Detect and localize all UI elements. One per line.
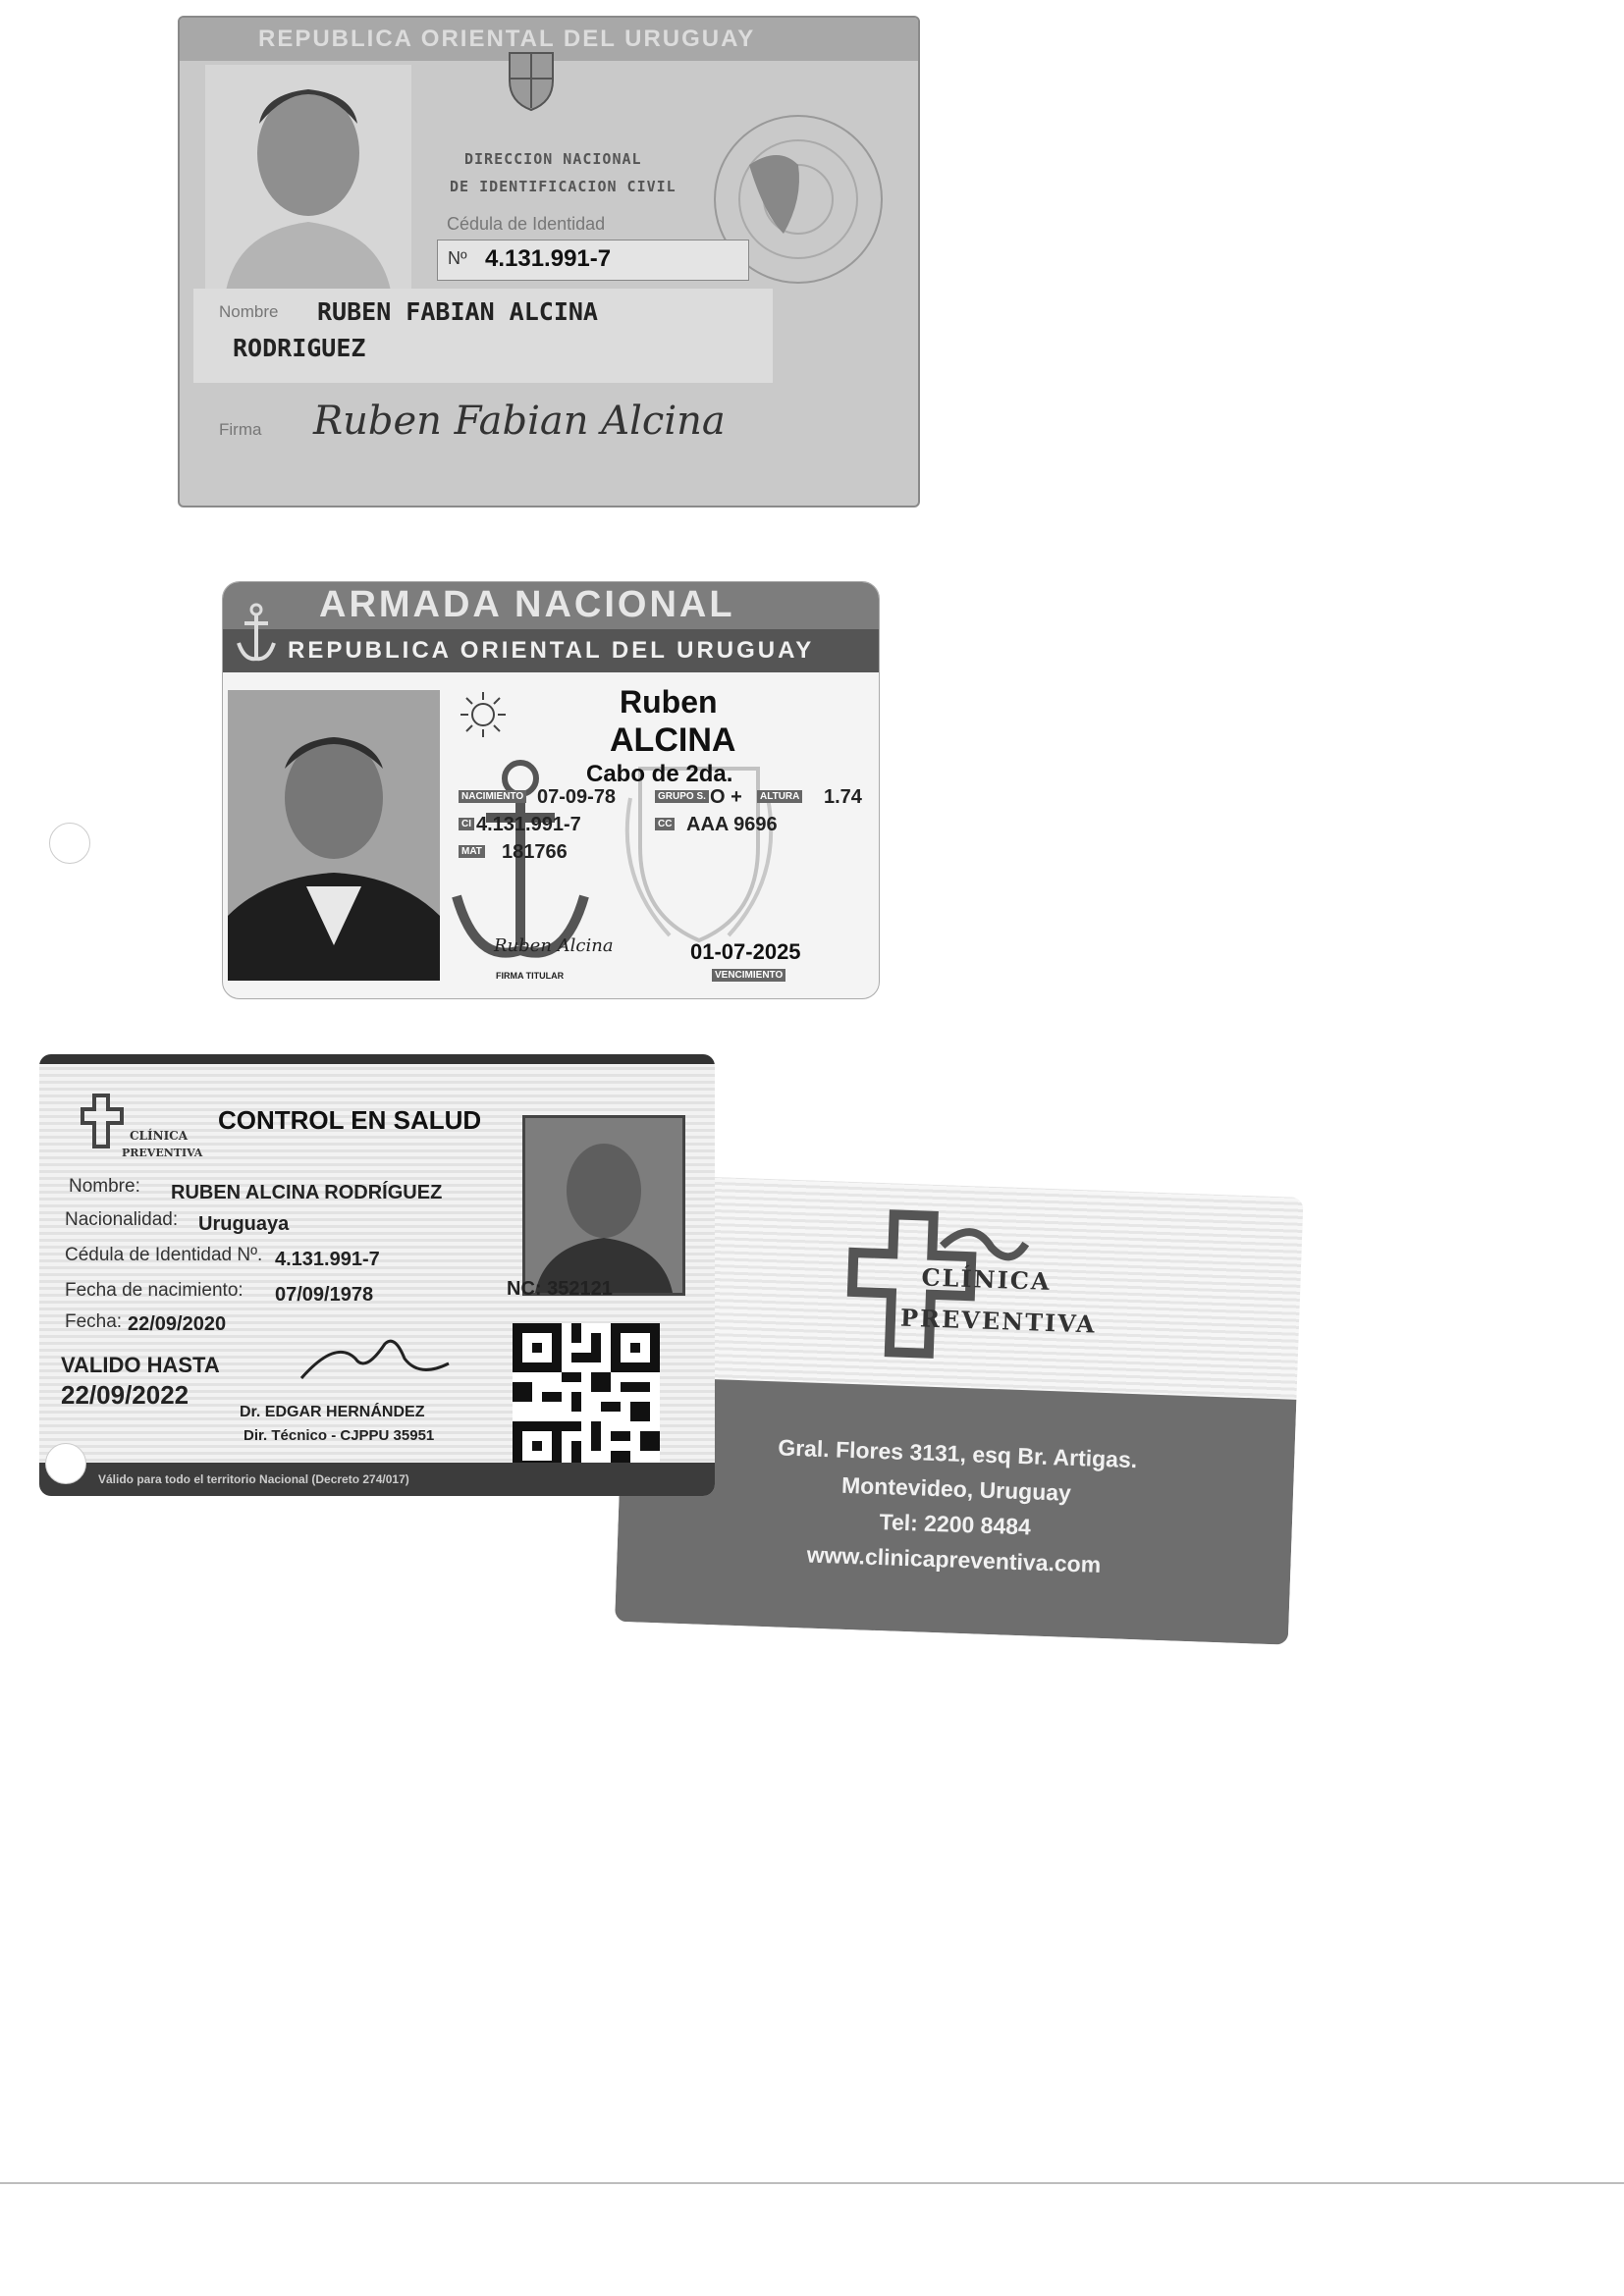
armada-subtitle: REPUBLICA ORIENTAL DEL URUGUAY [288,637,815,664]
firma-titular-label: FIRMA TITULAR [496,971,565,981]
armada-signature: Ruben Alcina [494,935,614,956]
ci-label: Cédula de Identidad Nº. [65,1245,263,1265]
doctor-title: Dir. Técnico - CJPPU 35951 [244,1427,435,1444]
clinica-tel: Tel: 2200 8484 [879,1509,1032,1540]
firma-label: Firma [219,420,262,439]
armada-first-name: Ruben [620,684,718,720]
armada-rank: Cabo de 2da. [586,761,733,787]
salud-logo-line1: CLÍNICA [130,1129,189,1143]
salud-logo-line2: PREVENTIVA [122,1147,203,1159]
cedula-signature: Ruben Fabian Alcina [313,399,726,444]
doctor-signature-icon [297,1329,454,1388]
card-top-band [39,1054,715,1064]
cedula-header: REPUBLICA ORIENTAL DEL URUGUAY [258,26,756,52]
clinica-back-card [615,1174,1303,1645]
valido-label: VALIDO HASTA [61,1353,220,1377]
doctor-name: Dr. EDGAR HERNÁNDEZ [240,1404,425,1420]
clinica-web: www.clinicapreventiva.com [806,1541,1102,1577]
number-prefix: Nº [448,248,467,268]
armada-mat: 181766 [502,841,568,863]
salud-photo [522,1115,685,1296]
nombre-label: Nombre: [69,1176,140,1197]
cc-tag: CC [655,818,675,830]
salud-fecha: 22/09/2020 [128,1313,227,1335]
clinica-address-panel [615,1376,1296,1645]
armada-blood: O + [710,786,742,808]
armada-expiry: 01-07-2025 [690,939,801,964]
sun-emblem-icon [459,690,508,739]
nacimiento-label: Fecha de nacimiento: [65,1280,244,1301]
control-salud-card [39,1054,715,1496]
nombre-line2: RODRIGUEZ [233,334,366,362]
armada-ci: 4.131.991-7 [476,814,581,835]
qr-code [513,1323,660,1470]
armada-header [223,582,879,629]
ci-tag: CI [459,818,474,830]
cedula-card [178,16,920,507]
anchor-icon [235,602,278,665]
page-edge-line [0,2182,1624,2184]
armada-card [222,581,880,999]
salud-nc: NC: 352121 [507,1278,613,1300]
armada-last-name: ALCINA [610,721,736,759]
clinica-back-logo-line2: PREVENTIVA [899,1303,1098,1339]
binder-hole [45,1443,86,1484]
grupo-tag: GRUPO S. [655,790,709,803]
mat-tag: MAT [459,845,485,858]
institution-line1: DIRECCION NACIONAL [464,150,642,168]
armada-photo [228,690,440,981]
fecha-label: Fecha: [65,1311,123,1332]
vencimiento-tag: VENCIMIENTO [712,969,785,982]
armada-cc: AAA 9696 [686,814,778,835]
altura-tag: ALTURA [757,790,802,803]
cedula-photo [205,65,411,296]
salud-ci: 4.131.991-7 [275,1249,380,1270]
nombre-label: Nombre [219,302,279,321]
institution-line2: DE IDENTIFICACION CIVIL [450,178,677,195]
armada-subheader [223,629,879,672]
clinica-small-logo-icon [79,1092,128,1150]
armada-title: ARMADA NACIONAL [319,584,735,625]
coat-of-arms-icon [502,47,561,112]
armada-height: 1.74 [824,786,862,808]
nacionalidad-label: Nacionalidad: [65,1209,179,1230]
salud-footer [39,1463,715,1496]
salud-nacionalidad: Uruguaya [198,1213,290,1235]
clinica-city: Montevideo, Uruguay [840,1471,1072,1506]
armada-birth: 07-09-78 [537,786,617,808]
clinica-back-logo-line1: CLÍNICA [921,1262,1053,1297]
clinica-address: Gral. Flores 3131, esq Br. Artigas. [777,1434,1138,1473]
salud-nacimiento: 07/09/1978 [275,1284,374,1306]
cedula-doc-label: Cédula de Identidad [447,214,606,234]
salud-title: CONTROL EN SALUD [218,1105,482,1135]
salud-footer-text: Válido para todo el territorio Nacional (Decreto 274/017) [98,1472,409,1486]
nombre-line1: RUBEN FABIAN ALCINA [317,297,598,326]
salud-valido: 22/09/2022 [61,1380,189,1410]
nacimiento-tag: NACIMIENTO [459,790,526,803]
cedula-number: 4.131.991-7 [485,245,612,272]
cedula-number-box [437,240,749,281]
salud-nombre: RUBEN ALCINA RODRÍGUEZ [171,1182,443,1203]
binder-hole [49,823,90,864]
